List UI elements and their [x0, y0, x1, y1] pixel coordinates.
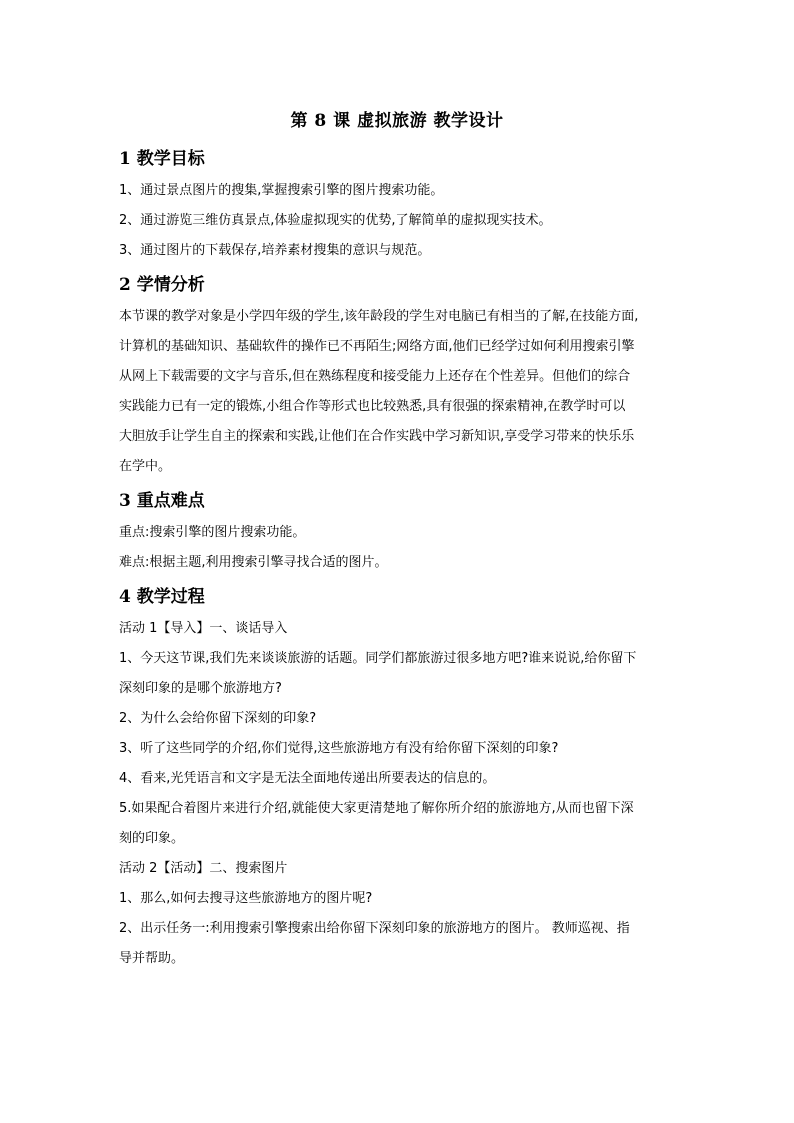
section-heading-process: 4 教学过程 — [119, 587, 205, 607]
document-title: 第 8 课 虚拟旅游 教学设计 — [290, 111, 504, 131]
paragraph-line: 4、看来,光凭语言和文字是无法全面地传递出所要表达的信息的。 — [119, 771, 496, 786]
goals-list — [119, 181, 675, 261]
paragraph-line: 3、听了这些同学的介绍,你们觉得,这些旅游地方有没有给你留下深刻的印象? — [119, 741, 559, 756]
document-content — [119, 100, 675, 979]
paragraph-line: 本节课的教学对象是小学四年级的学生,该年龄段的学生对电脑已有相当的了解,在技能方面, — [119, 309, 639, 324]
paragraph-line: 刻的印象。 — [119, 831, 185, 846]
analysis-paragraph — [119, 307, 675, 477]
activity-heading: 活动 2【活动】二、搜索图片 — [119, 861, 288, 876]
paragraph-line: 深刻印象的是哪个旅游地方? — [119, 681, 282, 696]
paragraph-line: 1、那么,如何去搜寻这些旅游地方的图片呢? — [119, 891, 373, 906]
paragraph-line: 在学中。 — [119, 459, 172, 474]
paragraph-line: 5.如果配合着图片来进行介绍,就能使大家更清楚地了解你所介绍的旅游地方,从而也留下深 — [119, 801, 634, 816]
list-item: 重点:搜索引擎的图片搜索功能。 — [119, 525, 306, 540]
paragraph-line: 2、出示任务一:利用搜索引擎搜索出给你留下深刻印象的旅游地方的图片。 教师巡视、指 — [119, 921, 630, 936]
section-heading-analysis: 2 学情分析 — [119, 275, 205, 295]
paragraph-line: 大胆放手让学生自主的探索和实践,让他们在合作实践中学习新知识,享受学习带来的快乐乐 — [119, 429, 635, 444]
keypoints-list — [119, 523, 675, 573]
activity-heading: 活动 1【导入】一、谈话导入 — [119, 621, 288, 636]
section-heading-keypoints: 3 重点难点 — [119, 491, 205, 511]
paragraph-line: 从网上下载需要的文字与音乐,但在熟练程度和接受能力上还存在个性差异。但他们的综合 — [119, 369, 631, 384]
section-heading-goals: 1 教学目标 — [119, 149, 205, 169]
paragraph-line: 实践能力已有一定的锻炼,小组合作等形式也比较熟悉,具有很强的探索精神,在教学时可以 — [119, 399, 626, 414]
paragraph-line: 2、为什么会给你留下深刻的印象? — [119, 711, 317, 726]
paragraph-line: 计算机的基础知识、基础软件的操作已不再陌生;网络方面,他们已经学过如何利用搜索引擎 — [119, 339, 635, 354]
list-item: 2、通过游览三维仿真景点,体验虚拟现实的优势,了解简单的虚拟现实技术。 — [119, 213, 552, 228]
list-item: 难点:根据主题,利用搜索引擎寻找合适的图片。 — [119, 555, 388, 570]
list-item: 3、通过图片的下载保存,培养素材搜集的意识与规范。 — [119, 243, 431, 258]
paragraph-line: 1、今天这节课,我们先来谈谈旅游的话题。同学们都旅游过很多地方吧?谁来说说,给你留下 — [119, 651, 637, 666]
list-item: 1、通过景点图片的搜集,掌握搜索引擎的图片搜索功能。 — [119, 183, 444, 198]
paragraph-line: 导并帮助。 — [119, 951, 185, 966]
process-content — [119, 619, 675, 969]
